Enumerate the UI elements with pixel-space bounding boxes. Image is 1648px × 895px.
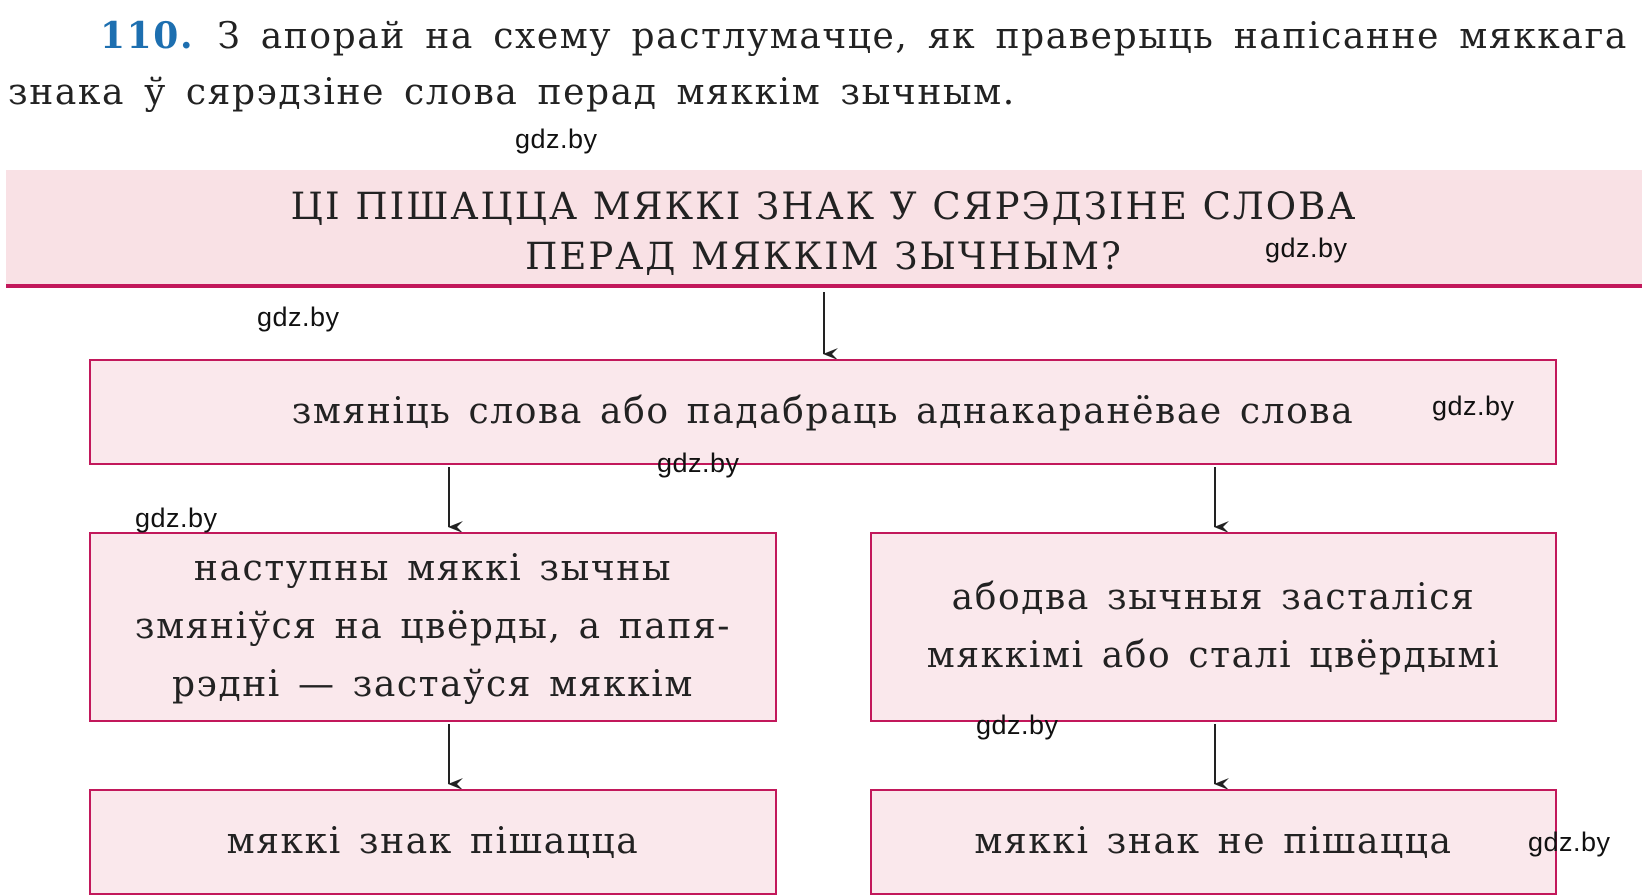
condition-left-line-1: наступны мяккі зычны [193,548,673,589]
watermark: gdz.by [1528,827,1611,857]
question-line-1: ЦІ ПІШАЦЦА МЯККІ ЗНАК У СЯРЭДЗІНЕ СЛОВА [290,185,1358,228]
question-header [6,170,1642,288]
question-line-2: ПЕРАД МЯККІМ ЗЫЧНЫМ? [525,235,1123,278]
watermark: gdz.by [257,302,340,332]
watermark: gdz.by [515,124,598,154]
watermark: gdz.by [1265,233,1348,263]
task-statement [8,8,1628,121]
condition-left-box [89,532,777,722]
result-yes-box [89,789,777,895]
result-no-text: мяккі знак не пішацца [974,821,1453,862]
condition-left-line-3: рэдні — застаўся мяккім [172,664,694,705]
watermark: gdz.by [976,710,1059,740]
check-method-text: змяніць слова або падабраць аднакаранёвае слова [291,391,1355,432]
condition-right-box [870,532,1557,722]
result-yes-text: мяккі знак пішацца [226,821,640,862]
condition-left-line-2: змяніўся на цвёрды, а папя- [134,606,732,647]
watermark: gdz.by [1432,391,1515,421]
watermark: gdz.by [135,503,218,533]
task-text: З апорай на схему растлумачце, як праверыць напісанне мяккага знака ў сярэдзіне слова перад мяккім зычным. [8,16,1628,113]
check-method-box [89,359,1557,465]
task-number: 110. [100,15,195,57]
condition-right-line-2: мяккімі або сталі цвёрдымі [926,635,1501,676]
result-no-box [870,789,1557,895]
condition-right-line-1: абодва зычныя засталіся [951,577,1476,618]
watermark: gdz.by [657,448,740,478]
